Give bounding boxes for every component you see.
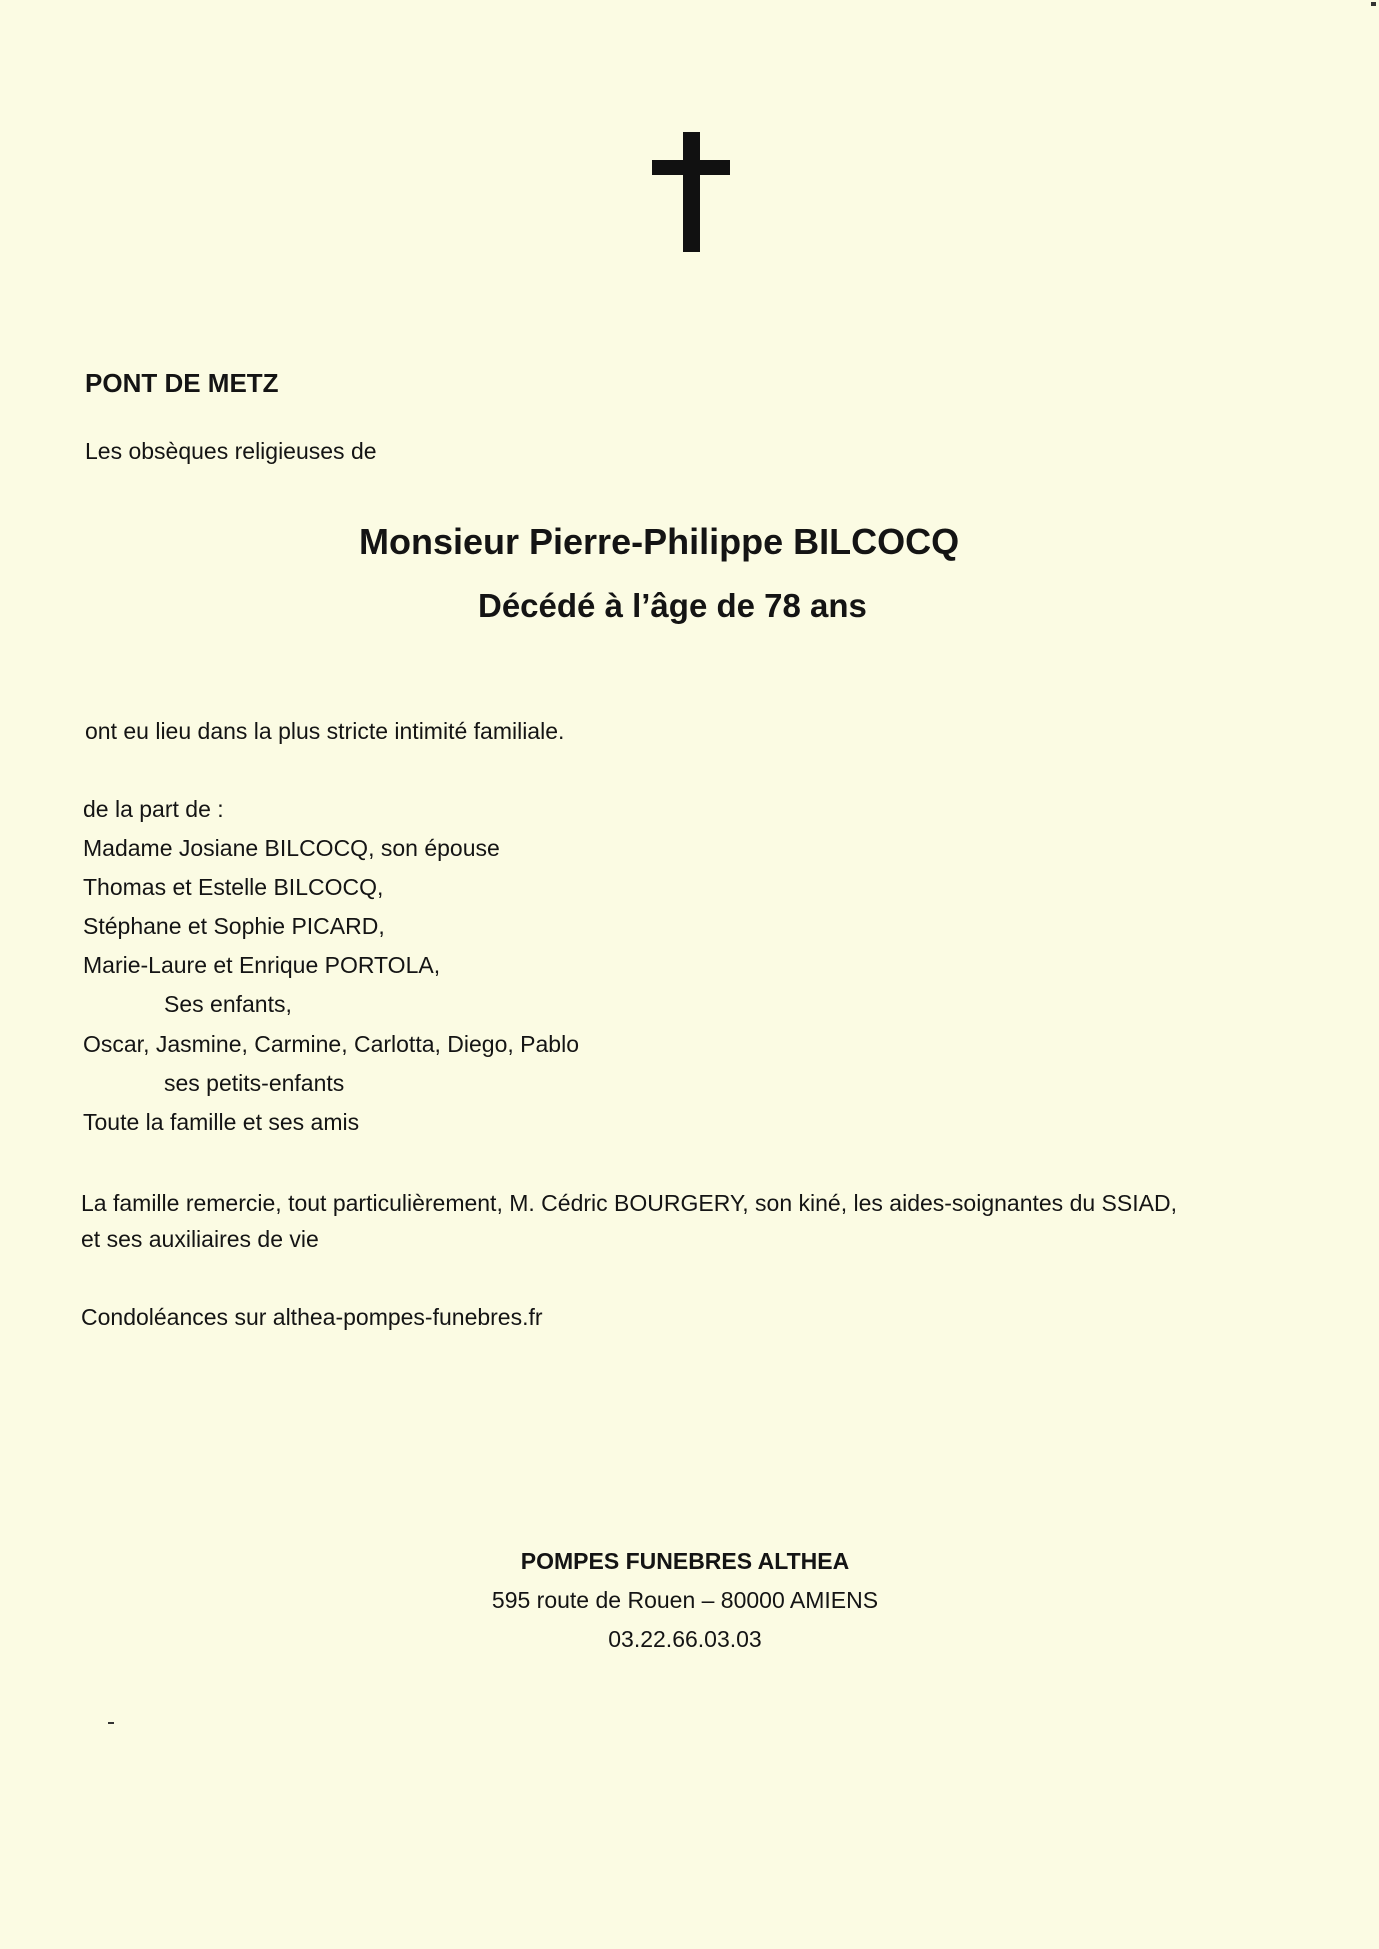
intro-text: Les obsèques religieuses de [85, 438, 377, 464]
town-heading: PONT DE METZ [85, 368, 279, 398]
scan-speck [1371, 2, 1376, 6]
scan-speck [108, 1722, 114, 1724]
family-role: ses petits-enfants [164, 1070, 345, 1096]
family-line: Madame Josiane BILCOCQ, son épouse [83, 835, 500, 861]
age-line-text: Décédé à l’âge de 78 ans [478, 587, 867, 624]
ceremony-text: ont eu lieu dans la plus stricte intimité familiale. [85, 718, 565, 744]
family-line: Stéphane et Sophie PICARD, [83, 913, 385, 939]
family-role: Ses enfants, [164, 991, 292, 1017]
thanks-line: La famille remercie, tout particulièrement, M. Cédric BOURGERY, son kiné, les aides-soignantes du SSIAD, [81, 1190, 1177, 1216]
funeral-home-name: POMPES FUNEBRES ALTHEA [520, 1548, 850, 1574]
from-heading: de la part de : [83, 796, 224, 822]
funeral-home-address: 595 route de Rouen – 80000 AMIENS [491, 1587, 879, 1613]
family-line: Marie-Laure et Enrique PORTOLA, [83, 952, 441, 978]
thanks-line: et ses auxiliaires de vie [81, 1226, 319, 1252]
condolences-text: Condoléances sur althea-pompes-funebres.fr [81, 1304, 543, 1330]
family-line: Thomas et Estelle BILCOCQ, [83, 874, 384, 900]
family-line: Oscar, Jasmine, Carmine, Carlotta, Diego, Pablo [83, 1031, 579, 1057]
deceased-name: Monsieur Pierre-Philippe BILCOCQ [359, 521, 960, 562]
family-line: Toute la famille et ses amis [83, 1109, 360, 1135]
latin-cross-icon [652, 132, 730, 252]
funeral-home-phone: 03.22.66.03.03 [608, 1626, 762, 1652]
